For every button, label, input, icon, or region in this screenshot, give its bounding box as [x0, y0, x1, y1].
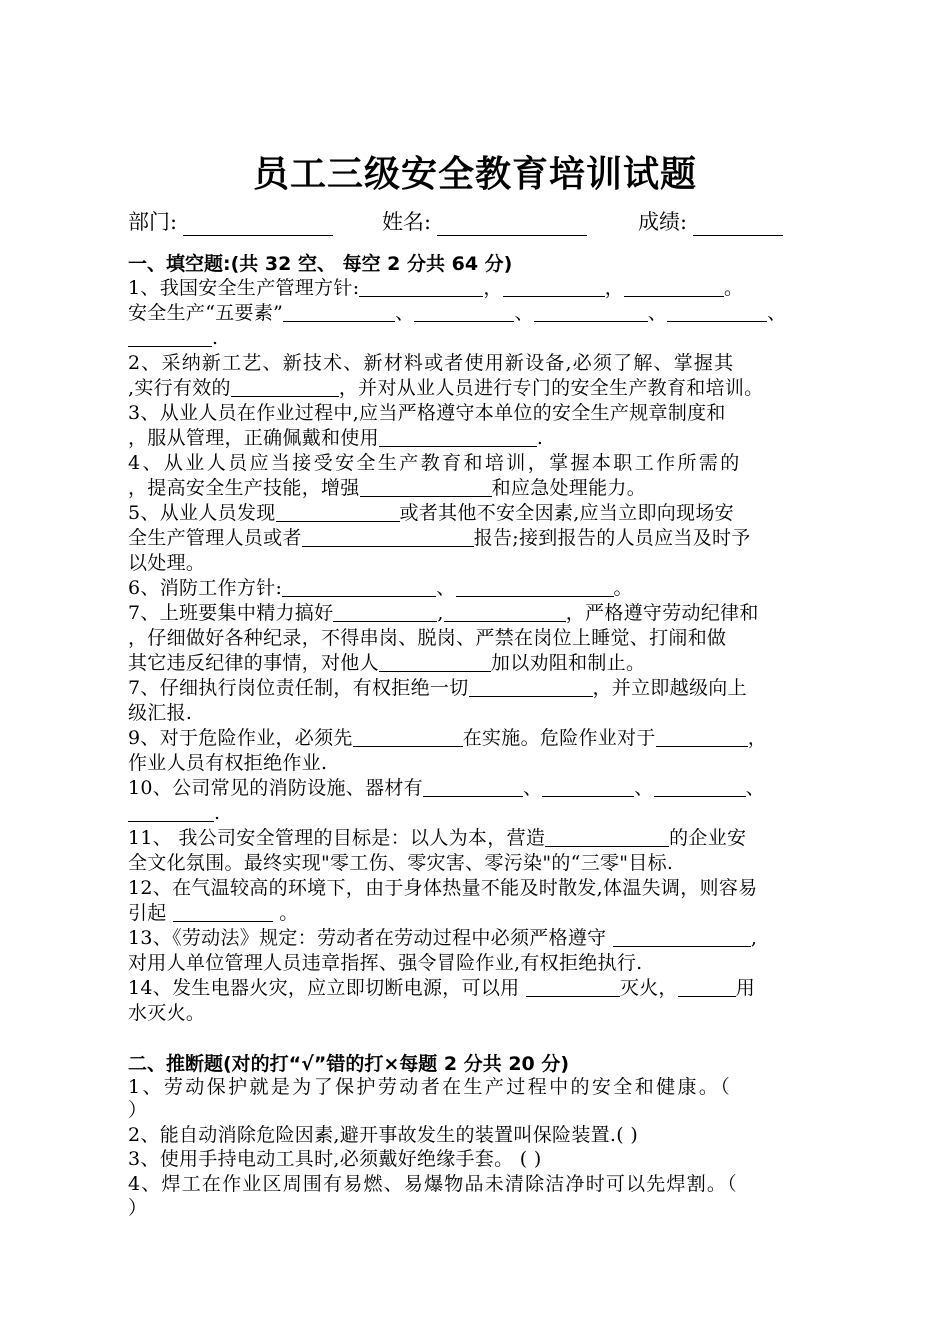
department-blank[interactable]: [183, 213, 333, 236]
name-field: [382, 206, 587, 236]
question-line: 全生产管理人员或者 报告;接到报告的人员应当及时予: [128, 527, 751, 549]
question-line: 2、采纳新工艺、新技术、新材料或者使用新设备,必须了解、掌握其: [128, 352, 735, 374]
answer-blank[interactable]: [444, 602, 566, 622]
name-blank[interactable]: [437, 213, 587, 236]
answer-blank[interactable]: [469, 677, 593, 697]
question-line: 9、对于危险作业，必须先 在实施。危险作业对于 ，: [128, 727, 768, 749]
answer-blank[interactable]: [667, 302, 767, 322]
question-line: 全文化氛围。最终实现"零工伤、零灾害、零污染"的“三零"目标.: [128, 852, 674, 874]
section2-heading: 二、推断题(对的打“√”错的打×每题 2 分共 20 分): [128, 1053, 570, 1075]
answer-bracket[interactable]: ）: [128, 1099, 148, 1121]
answer-blank[interactable]: [542, 777, 634, 797]
answer-blank[interactable]: [173, 902, 273, 922]
question-line: 12、在气温较高的环境下，由于身体热量不能及时散发,体温失调，则容易: [128, 877, 758, 899]
question-line: 1、劳动保护就是为了保护劳动者在生产过程中的安全和健康。（: [128, 1076, 733, 1098]
question-line: 级汇报.: [128, 702, 193, 724]
question-line: 1、我国安全生产管理方针: ， ， 。: [128, 277, 744, 299]
answer-blank[interactable]: [231, 377, 339, 397]
question-line: 10、公司常见的消防设施、器材有 、 、 、: [128, 777, 765, 799]
question-line: 4、从业人员应当接受安全生产教育和培训，掌握本职工作所需的: [128, 452, 742, 474]
score-field: [638, 206, 783, 236]
section1-heading: 一、填空题:(共 32 空、 每空 2 分共 64 分): [128, 253, 513, 275]
question-line: .: [128, 326, 868, 350]
question-line: 7、仔细执行岗位责任制，有权拒绝一切 ，并立即越级向上: [128, 677, 747, 699]
question-line: 7、上班要集中精力搞好 , ，严格遵守劳动纪律和: [128, 602, 759, 624]
score-label: 成绩:: [638, 210, 688, 234]
answer-blank[interactable]: [624, 277, 724, 297]
answer-blank[interactable]: [656, 727, 748, 747]
question-line: 以处理。: [128, 552, 206, 574]
score-blank[interactable]: [693, 213, 783, 236]
answer-blank[interactable]: [302, 527, 474, 547]
answer-blank[interactable]: [283, 302, 395, 322]
question-line: 14、发生电器火灾，应立即切断电源，可以用 灭火， 用: [128, 977, 756, 999]
answer-blank[interactable]: [526, 977, 620, 997]
question-line: ，仔细做好各种纪录，不得串岗、脱岗、严禁在岗位上睡觉、打闹和做: [128, 627, 727, 649]
answer-blank[interactable]: [545, 827, 669, 847]
answer-blank[interactable]: [654, 777, 746, 797]
answer-blank[interactable]: [678, 977, 736, 997]
answer-blank[interactable]: [333, 602, 437, 622]
department-field: [128, 206, 333, 236]
question-line: ，提高安全生产技能，增强 和应急处理能力。: [128, 477, 647, 499]
question-line: 13、《劳动法》规定：劳动者在劳动过程中必须严格遵守 ,: [128, 927, 758, 949]
answer-blank[interactable]: [379, 652, 491, 672]
answer-blank[interactable]: [128, 802, 214, 822]
info-row: [128, 206, 828, 240]
answer-blank[interactable]: [503, 277, 605, 297]
answer-blank[interactable]: [359, 277, 483, 297]
question-line: 6、消防工作方针: 、 。: [128, 577, 633, 599]
question-line: 安全生产“五要素” 、 、 、 、: [128, 302, 787, 324]
answer-blank[interactable]: [360, 477, 492, 497]
answer-blank[interactable]: [379, 427, 537, 447]
question-line: 水灭火。: [128, 1002, 206, 1024]
question-line: ，服从管理，正确佩戴和使用 .: [128, 427, 544, 449]
question-line: 其它违反纪律的事情，对他人 加以劝阻和制止。: [128, 652, 646, 674]
question-line: 作业人员有权拒绝作业.: [128, 752, 328, 774]
answer-blank[interactable]: [456, 577, 614, 597]
answer-blank[interactable]: [534, 302, 648, 322]
answer-blank[interactable]: [414, 302, 514, 322]
page-title: 员工三级安全教育培训试题: [252, 153, 697, 195]
name-label: 姓名:: [382, 210, 432, 234]
answer-blank[interactable]: [128, 327, 212, 347]
question-line: ,实行有效的 ，并对从业人员进行专门的安全生产教育和培训。: [128, 377, 764, 399]
answer-blank[interactable]: [276, 502, 400, 522]
answer-blank[interactable]: [613, 927, 751, 947]
answer-blank[interactable]: [423, 777, 523, 797]
question-line: 2、能自动消除危险因素,避开事故发生的装置叫保险装置.( ): [128, 1124, 639, 1146]
answer-bracket[interactable]: ）: [128, 1197, 148, 1219]
question-line: .: [128, 801, 868, 825]
question-line: 3、使用手持电动工具时,必须戴好绝缘手套。 ( ): [128, 1148, 542, 1170]
question-line: 3、从业人员在作业过程中,应当严格遵守本单位的安全生产规章制度和: [128, 402, 726, 424]
question-line: 引起 。: [128, 902, 299, 924]
question-line: 11、 我公司安全管理的目标是：以人为本，营造 的企业安: [128, 827, 747, 849]
answer-blank[interactable]: [282, 577, 436, 597]
question-line: 对用人单位管理人员违章指挥、强令冒险作业,有权拒绝执行.: [128, 952, 643, 974]
department-label: 部门:: [128, 210, 178, 234]
answer-blank[interactable]: [353, 727, 463, 747]
question-line: 5、从业人员发现 或者其他不安全因素,应当立即向现场安: [128, 502, 734, 524]
question-line: 4、焊工在作业区周围有易燃、易爆物品未清除洁净时可以先焊割。（: [128, 1173, 738, 1195]
